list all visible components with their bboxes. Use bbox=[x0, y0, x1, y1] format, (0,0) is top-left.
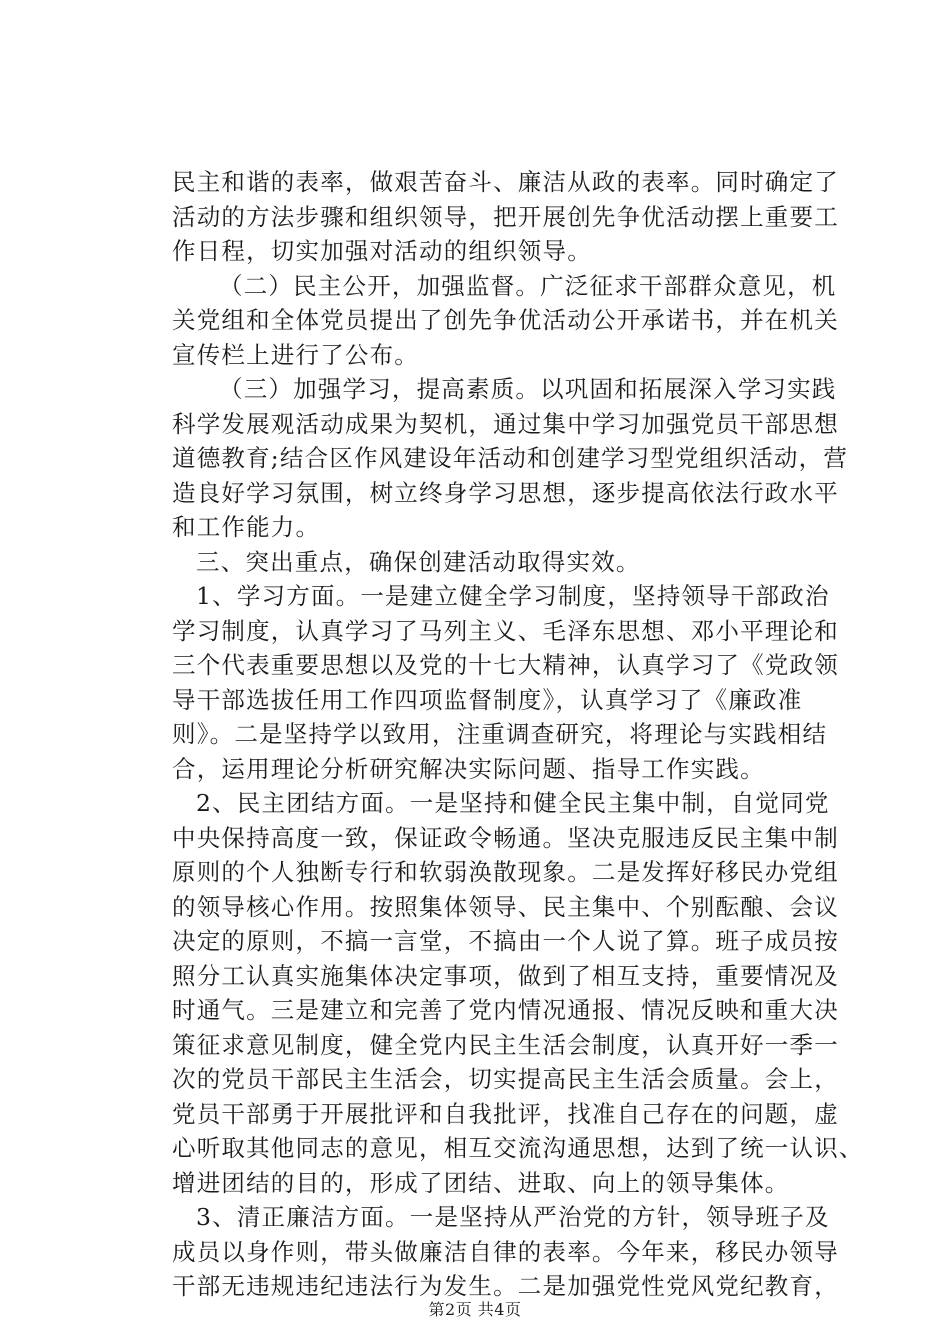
text-line: 干部无违规违纪违法行为发生。二是加强党性党风党纪教育， bbox=[172, 1272, 839, 1300]
text-line: 次的党员干部民主生活会，切实提高民主生活会质量。会上， bbox=[172, 1065, 839, 1093]
text-line: 导干部选拔任用工作四项监督制度》，认真学习了《廉政准 bbox=[172, 685, 803, 714]
text-line: 决定的原则，不搞一言堂，不搞由一个人说了算。班子成员按 bbox=[172, 927, 839, 955]
text-line: 成员以身作则，带头做廉洁自律的表率。今年来，移民办领导 bbox=[172, 1237, 839, 1266]
text-line: 道德教育;结合区作风建设年活动和创建学习型党组织活动，营 bbox=[172, 444, 849, 472]
text-line: 的领导核心作用。按照集体领导、民主集中、个别酝酿、会议 bbox=[172, 892, 839, 921]
text-line: 中央保持高度一致，保证政令畅通。坚决克服违反民主集中制 bbox=[172, 823, 839, 852]
text-line: 关党组和全体党员提出了创先争优活动公开承诺书，并在机关 bbox=[172, 306, 839, 334]
text-line: 2、民主团结方面。一是坚持和健全民主集中制，自觉同党 bbox=[196, 789, 830, 817]
text-line: 3、清正廉洁方面。一是坚持从严治党的方针，领导班子及 bbox=[196, 1203, 830, 1231]
text-line: 党员干部勇于开展批评和自我批评，找准自己存在的问题，虚 bbox=[172, 1099, 839, 1128]
text-line: 心听取其他同志的意见，相互交流沟通思想，达到了统一认识、 bbox=[172, 1134, 864, 1162]
document-body bbox=[172, 165, 862, 1304]
page-number-footer: 第2页 共4页 bbox=[428, 1300, 522, 1319]
text-line: 民主和谐的表率，做艰苦奋斗、廉洁从政的表率。同时确定了 bbox=[172, 168, 839, 196]
text-line: （二）民主公开，加强监督。广泛征求干部群众意见，机 bbox=[219, 271, 837, 300]
text-line: 合，运用理论分析研究解决实际问题、指导工作实践。 bbox=[172, 754, 765, 783]
text-line: 1、学习方面。一是建立健全学习制度，坚持领导干部政治 bbox=[196, 582, 830, 610]
section-heading: 三、突出重点，确保创建活动取得实效。 bbox=[196, 547, 641, 576]
text-line: 宣传栏上进行了公布。 bbox=[172, 340, 419, 369]
text-line: 作日程，切实加强对活动的组织领导。 bbox=[172, 237, 592, 265]
text-line: 造良好学习氛围，树立终身学习思想，逐步提高依法行政水平 bbox=[172, 478, 839, 507]
text-line: 活动的方法步骤和组织领导，把开展创先争优活动摆上重要工 bbox=[172, 202, 839, 231]
text-line: 则》。二是坚持学以致用，注重调查研究，将理论与实践相结 bbox=[172, 720, 828, 748]
text-line: 学习制度，认真学习了马列主义、毛泽东思想、邓小平理论和 bbox=[172, 616, 839, 645]
text-line: 原则的个人独断专行和软弱涣散现象。二是发挥好移民办党组 bbox=[172, 858, 839, 886]
text-line: 和工作能力。 bbox=[172, 513, 321, 541]
text-line: 照分工认真实施集体决定事项，做到了相互支持，重要情况及 bbox=[172, 961, 839, 990]
text-line: 策征求意见制度，健全党内民主生活会制度，认真开好一季一 bbox=[172, 1030, 839, 1059]
text-line: （三）加强学习，提高素质。以巩固和拓展深入学习实践 bbox=[219, 375, 837, 403]
text-line: 三个代表重要思想以及党的十七大精神，认真学习了《党政领 bbox=[172, 651, 839, 679]
text-line: 时通气。三是建立和完善了党内情况通报、情况反映和重大决 bbox=[172, 996, 839, 1024]
text-line: 增进团结的目的，形成了团结、进取、向上的领导集体。 bbox=[172, 1168, 790, 1197]
text-line: 科学发展观活动成果为契机，通过集中学习加强党员干部思想 bbox=[172, 409, 839, 438]
